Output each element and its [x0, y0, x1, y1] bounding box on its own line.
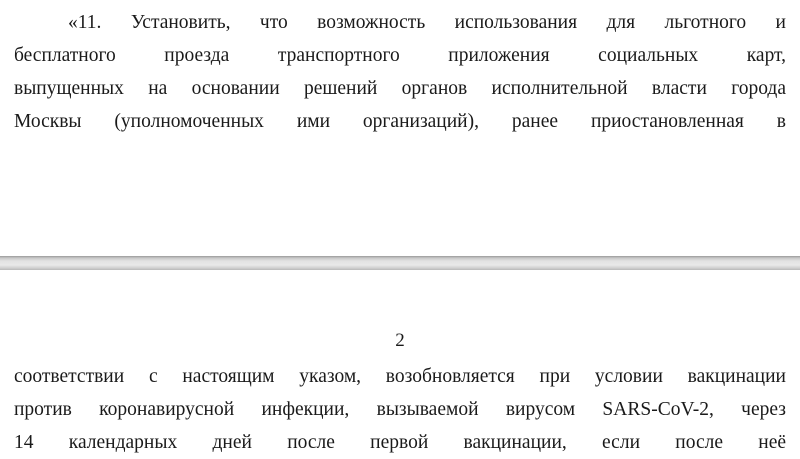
- text-line: бесплатного проезда транспортного приложения социальных карт,: [14, 45, 786, 66]
- text-line: Москвы (уполномоченных ими организаций), ранее приостановленная в: [14, 111, 786, 132]
- text-line: против коронавирусной инфекции, вызываемой вирусом SARS-CoV-2, через: [14, 399, 786, 420]
- page-number: 2: [395, 330, 405, 351]
- page-separator: [0, 256, 800, 270]
- paragraph-continuation: [14, 360, 786, 440]
- paragraph-11: [14, 6, 786, 138]
- text-line: выпущенных на основании решений органов исполнительной власти города: [14, 78, 786, 99]
- text-line-cut-off: [14, 426, 786, 440]
- text-line: «11. Установить, что возможность использования для льготного и: [68, 12, 786, 33]
- text-line: соответствии с настоящим указом, возобновляется при условии вакцинации: [14, 366, 786, 387]
